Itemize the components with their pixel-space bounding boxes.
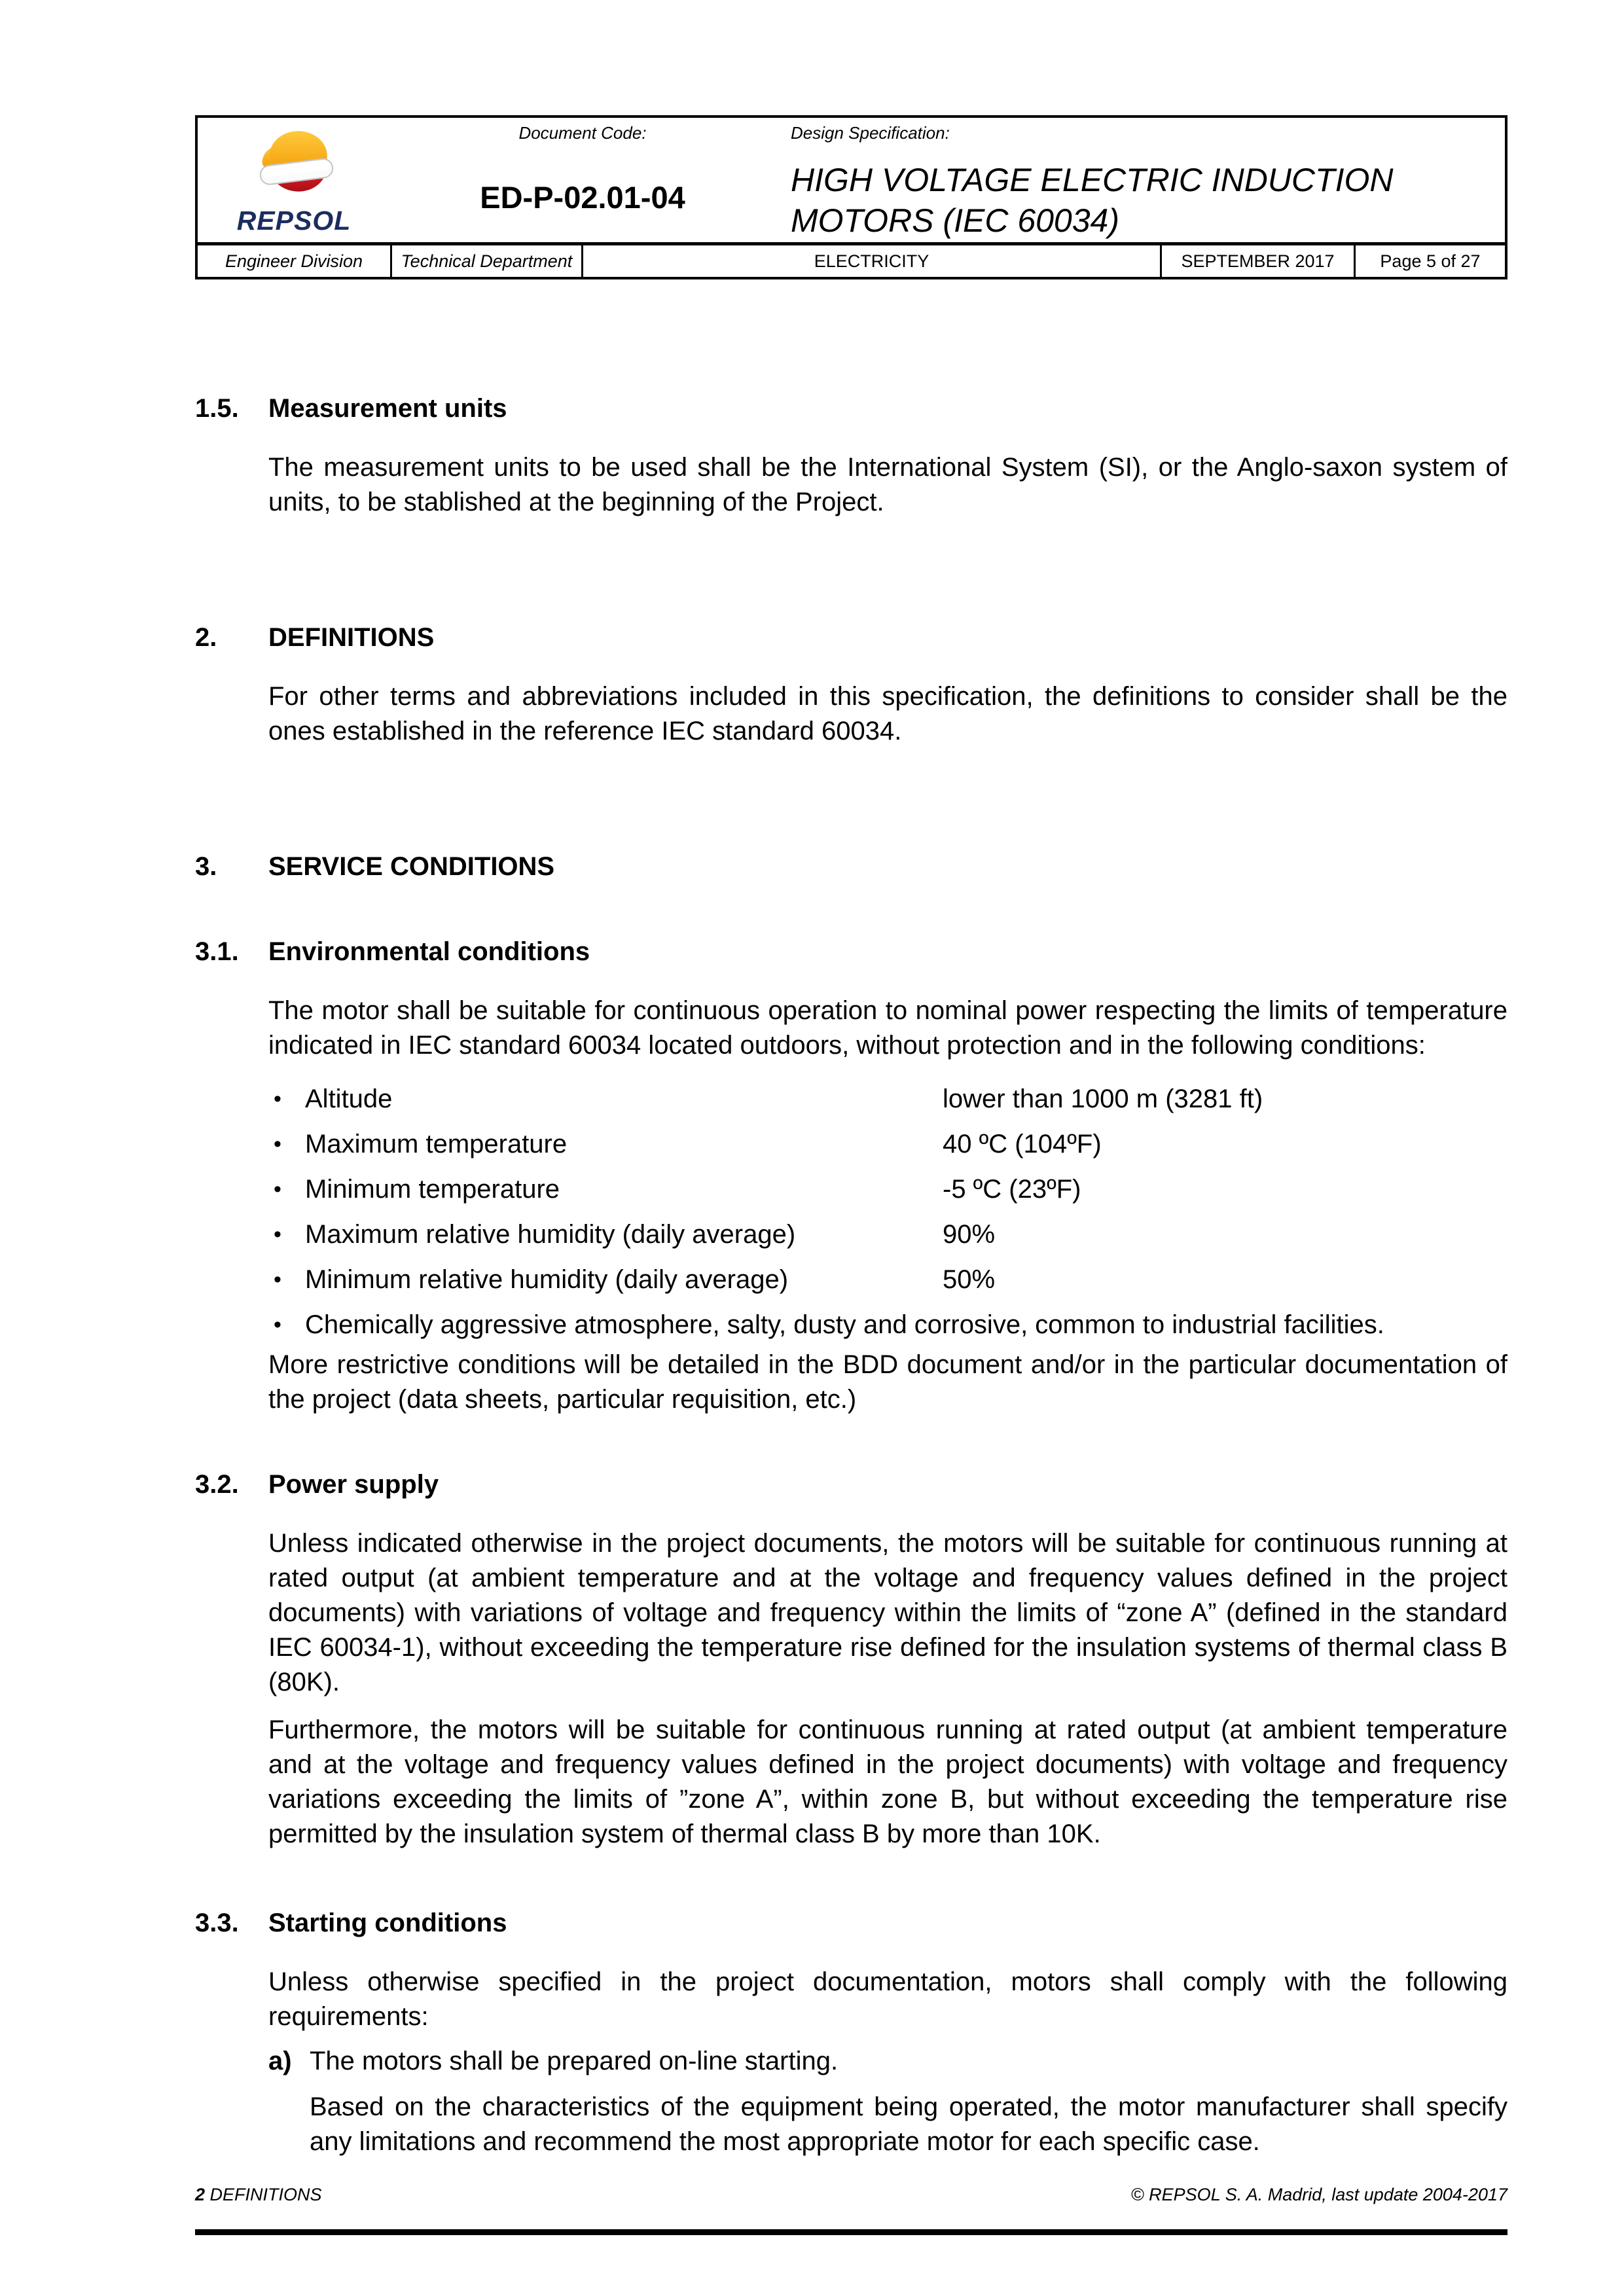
condition-label: Altitude bbox=[305, 1085, 393, 1113]
section-heading-3-3 bbox=[195, 1906, 1507, 1941]
list-item bbox=[274, 1217, 1507, 1252]
department-cell: Technical Department bbox=[390, 245, 581, 277]
condition-value: 50% bbox=[943, 1265, 996, 1294]
item-letter: a) bbox=[268, 2047, 292, 2075]
list-item bbox=[274, 1263, 1507, 1297]
footer-copyright: © REPSOL S. A. Madrid, last update 2004-2017 bbox=[1130, 2185, 1507, 2204]
condition-label: Maximum temperature bbox=[305, 1130, 568, 1158]
header-table bbox=[195, 115, 1507, 279]
section-title: Environmental conditions bbox=[268, 937, 590, 966]
header-top-row bbox=[198, 118, 1505, 242]
paragraph-restrictive-note: More restrictive conditions will be detailed in the BDD document and/or in the particular documentation of the project (data sheets, particular requisition, etc.) bbox=[268, 1350, 1507, 1414]
condition-value: -5 ºC (23ºF) bbox=[943, 1175, 1081, 1204]
section-title: Power supply bbox=[268, 1470, 439, 1499]
footer-chapter-title: DEFINITIONS bbox=[209, 2185, 322, 2204]
bullet-icon: • bbox=[274, 1177, 281, 1202]
section-number: 3.3. bbox=[195, 1909, 239, 1937]
environmental-conditions-list bbox=[274, 1082, 1507, 1342]
condition-value: lower than 1000 m (3281 ft) bbox=[943, 1085, 1263, 1113]
section-title: Measurement units bbox=[268, 394, 507, 423]
paragraph-power-supply-2: Furthermore, the motors will be suitable for continuous running at rated output (at ambient temperature and at the voltage and frequency values defined in the project documents) with voltage and frequency variations exceeding the limits of ”zone A”, within zone B, but without exceeding the temperature rise permitted by the insulation system of thermal class B by more than 10K. bbox=[268, 1715, 1507, 1848]
paragraph-power-supply-1: Unless indicated otherwise in the project documents, the motors will be suitable for continuous running at rated output (at ambient temperature and at the voltage and frequency values defined in the project documents) with variations of voltage and frequency within the limits of “zone A” (defined in the standard IEC 60034-1), without exceeding the temperature rise defined for the insulation systems of thermal class B (80K). bbox=[268, 1529, 1507, 1696]
list-item-a bbox=[268, 2044, 1507, 2079]
footer-section-ref bbox=[195, 2185, 322, 2205]
section-number: 2. bbox=[195, 623, 217, 652]
bullet-icon: • bbox=[274, 1267, 281, 1292]
condition-label: Maximum relative humidity (daily average) bbox=[305, 1220, 796, 1249]
bullet-icon: • bbox=[274, 1086, 281, 1111]
bullet-icon: • bbox=[274, 1222, 281, 1247]
document-body bbox=[195, 391, 1507, 2159]
design-spec-cell bbox=[775, 118, 1505, 242]
page-footer bbox=[195, 2185, 1507, 2205]
item-text: The motors shall be prepared on-line starting. bbox=[310, 2047, 839, 2075]
document-code-cell bbox=[390, 118, 775, 242]
list-item bbox=[274, 1172, 1507, 1207]
paragraph-item-a-detail: Based on the characteristics of the equipment being operated, the motor manufacturer shall specify any limitations and recommend the most appropriate motor for each specific case. bbox=[310, 2092, 1507, 2156]
discipline-cell: ELECTRICITY bbox=[581, 245, 1160, 277]
section-title: Starting conditions bbox=[268, 1909, 507, 1937]
date-cell: SEPTEMBER 2017 bbox=[1160, 245, 1354, 277]
paragraph-definitions: For other terms and abbreviations included in this specification, the definitions to consider shall be the ones established in the reference IEC standard 60034. bbox=[268, 682, 1507, 745]
footer-chapter-number: 2 bbox=[195, 2185, 206, 2204]
section-number: 3.1. bbox=[195, 937, 239, 966]
logo-cell bbox=[198, 118, 390, 242]
list-item bbox=[274, 1127, 1507, 1162]
section-number: 3.2. bbox=[195, 1470, 239, 1499]
section-heading-3-1 bbox=[195, 935, 1507, 969]
paragraph-measurement-units: The measurement units to be used shall be the International System (SI), or the Anglo-saxon system of units, to be stablished at the beginning of the Project. bbox=[268, 453, 1507, 516]
condition-label: Chemically aggressive atmosphere, salty, dusty and corrosive, common to industrial facilities. bbox=[305, 1310, 1384, 1339]
repsol-wordmark: REPSOL bbox=[236, 206, 352, 236]
design-spec-label: Design Specification: bbox=[791, 123, 950, 143]
section-heading-3-2 bbox=[195, 1467, 1507, 1502]
section-title: SERVICE CONDITIONS bbox=[268, 852, 555, 881]
division-cell: Engineer Division bbox=[225, 251, 363, 271]
list-item bbox=[274, 1082, 1507, 1117]
paragraph-environmental: The motor shall be suitable for continuous operation to nominal power respecting the limits of temperature indicated in IEC standard 60034 located outdoors, without protection and in the following conditions: bbox=[268, 996, 1507, 1060]
document-code-value: ED-P-02.01-04 bbox=[480, 180, 685, 215]
section-title: DEFINITIONS bbox=[268, 623, 435, 652]
document-code-label: Document Code: bbox=[518, 123, 647, 143]
list-item bbox=[274, 1308, 1507, 1342]
section-number: 3. bbox=[195, 852, 217, 881]
condition-label: Minimum temperature bbox=[305, 1175, 560, 1204]
repsol-logo-icon bbox=[243, 124, 345, 204]
footer-divider-line bbox=[195, 2229, 1507, 2235]
condition-label: Minimum relative humidity (daily average) bbox=[305, 1265, 789, 1294]
condition-value: 40 ºC (104ºF) bbox=[943, 1130, 1102, 1158]
section-heading-2 bbox=[195, 620, 1507, 655]
document-title bbox=[791, 160, 1505, 241]
section-number: 1.5. bbox=[195, 394, 239, 423]
document-title-line1: HIGH VOLTAGE ELECTRIC INDUCTION bbox=[791, 162, 1394, 198]
document-title-line2: MOTORS (IEC 60034) bbox=[791, 202, 1120, 239]
header-bottom-row bbox=[198, 242, 1505, 277]
condition-value: 90% bbox=[943, 1220, 996, 1249]
paragraph-starting-conditions: Unless otherwise specified in the project documentation, motors shall comply with the following requirements: bbox=[268, 1967, 1507, 2031]
page-number-cell: Page 5 of 27 bbox=[1354, 245, 1505, 277]
bullet-icon: • bbox=[274, 1132, 281, 1157]
section-heading-1-5 bbox=[195, 391, 1507, 426]
bullet-icon: • bbox=[274, 1312, 281, 1337]
section-heading-3 bbox=[195, 850, 1507, 884]
